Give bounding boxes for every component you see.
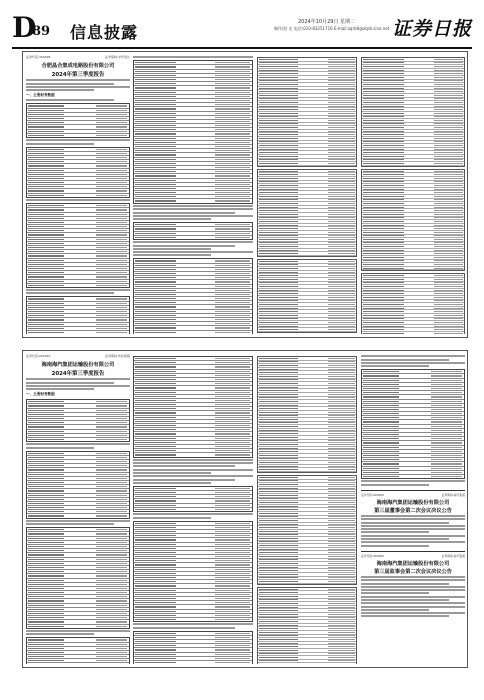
text-line [133,56,253,58]
text-line [133,469,253,471]
data-table [133,631,253,664]
table-row [258,252,356,256]
table-row [258,663,356,664]
text-line [26,378,130,380]
text-line [361,586,465,588]
income-table [133,521,253,623]
table-row [27,625,129,628]
text-line [133,205,253,207]
text-line [26,523,114,525]
statement-stack [257,57,357,333]
table-row [27,663,129,664]
text-line [133,482,211,484]
text-line [361,541,465,543]
statement-block [257,587,357,664]
statement-block [257,475,357,585]
stock-code: 证券代码:300496 [26,55,51,59]
text-line [361,602,465,604]
text-line [361,518,465,520]
data-table [26,451,130,519]
text-line [26,443,130,445]
text-line [26,292,114,294]
shareholder-table [26,527,130,629]
notice-title: 第三届董事会第二次会议决议公告 [374,507,452,514]
table-row [258,580,356,584]
text-line [133,215,253,217]
table-row [27,331,129,334]
text-line [133,212,235,214]
company-name: 海南海汽集团运输股份有限公司 [376,499,450,506]
text-line [133,479,235,481]
company-name: 合肥晶合集成电路股份有限公司 [41,63,115,69]
data-table [26,296,130,334]
data-table [26,637,130,664]
report-title: 2024年第三季度报告 [51,371,105,377]
column-1 [26,354,130,664]
text-line [133,254,211,256]
text-line [361,538,449,540]
stock-code-line [361,493,465,497]
newspaper-logo: 证券日报 [391,18,472,40]
column-3 [257,354,357,664]
section-title: 信息披露 [70,23,139,42]
table-row [27,514,129,517]
stock-code: 证券代码:603069 [361,492,384,497]
column-2 [133,55,253,334]
stock-abbr: 证券简称:传化智联 [104,354,130,358]
text-line [26,382,114,384]
supervisors-resolution-notice [361,551,465,618]
table-row [134,661,252,664]
statement-block [257,356,357,473]
text-line [133,462,253,464]
text-line [361,545,429,547]
text-line [361,606,465,608]
report-title: 2024年第三季度报告 [51,72,105,78]
text-line [361,583,449,585]
text-line [26,139,130,141]
text-line [361,592,429,594]
table-row [134,508,252,511]
text-line [133,245,235,247]
text-line [361,612,465,614]
table-row [362,475,464,478]
table-row [362,267,464,271]
stock-code-line [361,554,465,558]
text-line [361,615,449,617]
text-line [26,388,94,390]
table-row [134,453,252,456]
statement-block [257,169,357,257]
text-line [133,251,253,253]
table-row [134,199,252,202]
text-line [361,515,465,517]
text-line [361,365,429,367]
text-line [361,579,465,581]
masthead-rule [12,47,472,49]
data-table [361,369,465,479]
table-row [362,162,464,166]
table-row [258,468,356,472]
text-line [133,248,211,250]
text-line [133,517,211,519]
text-line [26,89,94,91]
column-4 [361,55,465,334]
text-line [26,520,130,522]
page-letter: D [12,11,37,44]
text-line [361,359,449,361]
statement-block [361,273,465,334]
table-row [362,332,464,334]
stock-code-line [26,55,130,59]
table-row [27,284,129,287]
table-row [134,236,252,239]
text-line [361,480,465,482]
issue-date: 2024年10月29日 星期二 [298,19,356,25]
company-name: 海南海汽集团运输股份有限公司 [41,362,115,368]
stock-code: 证券代码:603069 [361,553,384,558]
stock-code: 证券代码:002010 [26,354,51,358]
text-line [26,83,114,85]
text-line [361,484,429,486]
column-4 [361,354,465,664]
data-table [133,486,253,512]
table-row [258,328,356,332]
statement-block [257,259,357,333]
text-line [361,528,465,530]
text-line [26,633,94,635]
stock-abbr: 证券简称:中科创达 [104,55,130,59]
text-line [26,289,130,291]
table-row [134,331,252,334]
column-1 [26,55,130,334]
text-line [133,513,253,515]
text-line [361,599,449,601]
text-line [26,86,130,88]
shareholder-table [26,203,130,288]
text-line [26,447,94,449]
page-number: 89 [32,24,51,39]
table-row [27,134,129,137]
text-line [361,589,465,591]
text-line [133,218,211,220]
data-table [26,147,130,198]
text-line [361,525,465,527]
text-line [26,143,94,145]
text-line [361,531,429,533]
financial-table [26,399,130,442]
income-table [133,258,253,334]
statement-block [361,57,465,167]
text-line [361,522,449,524]
statement-block [361,169,465,272]
text-line [361,362,465,364]
text-line [361,355,465,357]
stock-abbr: 证券简称:海汽集团 [441,553,465,558]
text-line [133,208,253,210]
statement-stack [257,356,357,664]
data-table [133,222,253,240]
text-line [26,630,130,632]
text-line [361,535,465,537]
notice-title: 第三届监事会第二次会议决议公告 [374,568,452,575]
text-line [26,99,114,101]
stock-code-line [26,354,130,358]
board-resolution-notice [361,490,465,547]
notice-panel-bottom [22,350,468,668]
section-heading: 一、主要财务数据 [26,392,55,397]
text-line [361,609,429,611]
text-line [133,459,253,461]
text-line [133,241,253,243]
text-line [361,576,465,578]
financial-table [26,103,130,138]
statement-stack [361,57,465,334]
text-line [26,385,130,387]
table-row [258,162,356,166]
text-line [133,475,253,477]
section-heading: 一、主要财务数据 [26,93,55,98]
column-2 [133,354,253,664]
company-name: 海南海汽集团运输股份有限公司 [376,560,450,567]
text-line [133,465,235,467]
editor-line: 制作/赵 宏 电话:010-83251716 E-mail:zqrb9@zqrb.sina.net [274,26,390,31]
text-line [133,627,235,629]
table-row [134,618,252,621]
balance-table [133,60,253,203]
balance-table [133,356,253,458]
statement-block [257,57,357,167]
column-3 [257,55,357,334]
table-row [27,194,129,197]
notice-panel-top [22,51,468,338]
table-row [27,438,129,441]
masthead [12,11,472,48]
text-line [133,623,253,625]
text-line [133,472,211,474]
text-line [26,199,130,201]
text-line [26,79,130,81]
text-line [361,596,465,598]
stock-abbr: 证券简称:海汽集团 [441,492,465,497]
